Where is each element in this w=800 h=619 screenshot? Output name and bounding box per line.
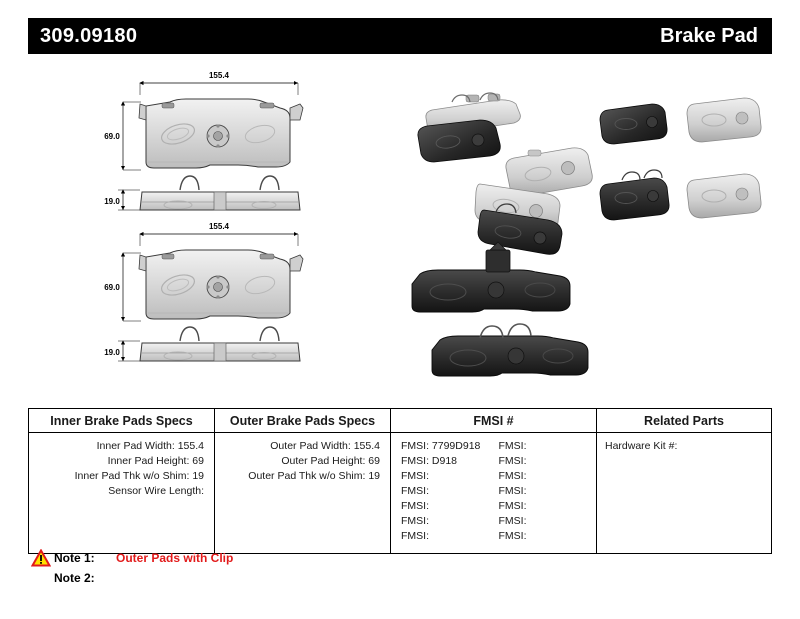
pad-photo-large-lower [432,324,588,376]
fmsi-body [391,433,596,553]
inner-pad-edge-drawing [104,176,300,210]
note-2-line [28,568,772,588]
inner-spec-row: Inner Pad Thk w/o Shim: 19 [74,470,204,482]
fmsi-row: FMSI: [498,515,527,527]
related-parts-header: Related Parts [597,409,771,433]
dim-outer-thickness: 19.0 [104,348,120,357]
outer-specs-header: Outer Brake Pads Specs [215,409,390,433]
warning-icon [28,549,54,567]
outer-specs-body [215,433,390,553]
part-number: 309.09180 [28,18,368,54]
fmsi-row: FMSI: [401,530,429,542]
fmsi-row: FMSI: [498,500,527,512]
fmsi-row: FMSI: [401,485,429,497]
outer-pads-photo [600,98,761,220]
outer-pad-face-drawing [104,222,303,321]
fmsi-row: FMSI: [401,515,429,527]
outer-spec-row: Outer Pad Thk w/o Shim: 19 [248,470,380,482]
fmsi-row: FMSI: [498,455,527,467]
spec-tables [28,408,772,554]
fmsi-right-list [495,439,593,545]
note-1-label: Note 1: [54,551,95,565]
fmsi-row: FMSI: [498,530,527,542]
header-spacer [368,18,592,54]
related-parts-column [596,408,772,554]
fmsi-row: FMSI: [401,500,429,512]
inner-pads-photo [418,93,592,254]
note-2-label: Note 2: [54,571,95,585]
dim-inner-height: 69.0 [104,132,120,141]
inner-spec-row: Sensor Wire Length: [108,485,204,497]
inner-pad-face-drawing [104,71,303,170]
inner-specs-column [28,408,214,554]
related-part-row: Hardware Kit #: [605,440,678,452]
outer-spec-row: Outer Pad Height: 69 [281,455,380,467]
fmsi-header: FMSI # [391,409,596,433]
fmsi-row: FMSI: D918 [401,455,458,467]
outer-specs-column [214,408,390,554]
page-title: Brake Pad [592,18,772,54]
inner-spec-row: Inner Pad Width: 155.4 [96,440,204,452]
dim-outer-height: 69.0 [104,283,120,292]
fmsi-row: FMSI: 7799D918 [401,440,481,452]
fmsi-row: FMSI: [401,470,429,482]
outer-spec-row: Outer Pad Width: 155.4 [270,440,380,452]
outer-pad-edge-drawing [104,327,300,361]
document-header [28,18,772,54]
notes-section [28,548,772,588]
note-1-line [28,548,772,568]
dim-inner-width: 155.4 [208,71,230,80]
note-1-value: Outer Pads with Clip [116,551,234,565]
technical-drawings [28,62,772,392]
fmsi-left-list [397,439,495,545]
fmsi-column [390,408,596,554]
dim-inner-thickness: 19.0 [104,197,120,206]
fmsi-row: FMSI: [498,440,527,452]
inner-specs-body [29,433,214,553]
fmsi-row: FMSI: [498,485,527,497]
inner-spec-row: Inner Pad Height: 69 [107,455,204,467]
dim-outer-width: 155.4 [208,222,230,231]
inner-specs-header: Inner Brake Pads Specs [29,409,214,433]
fmsi-row: FMSI: [498,470,527,482]
related-parts-body [597,433,771,553]
